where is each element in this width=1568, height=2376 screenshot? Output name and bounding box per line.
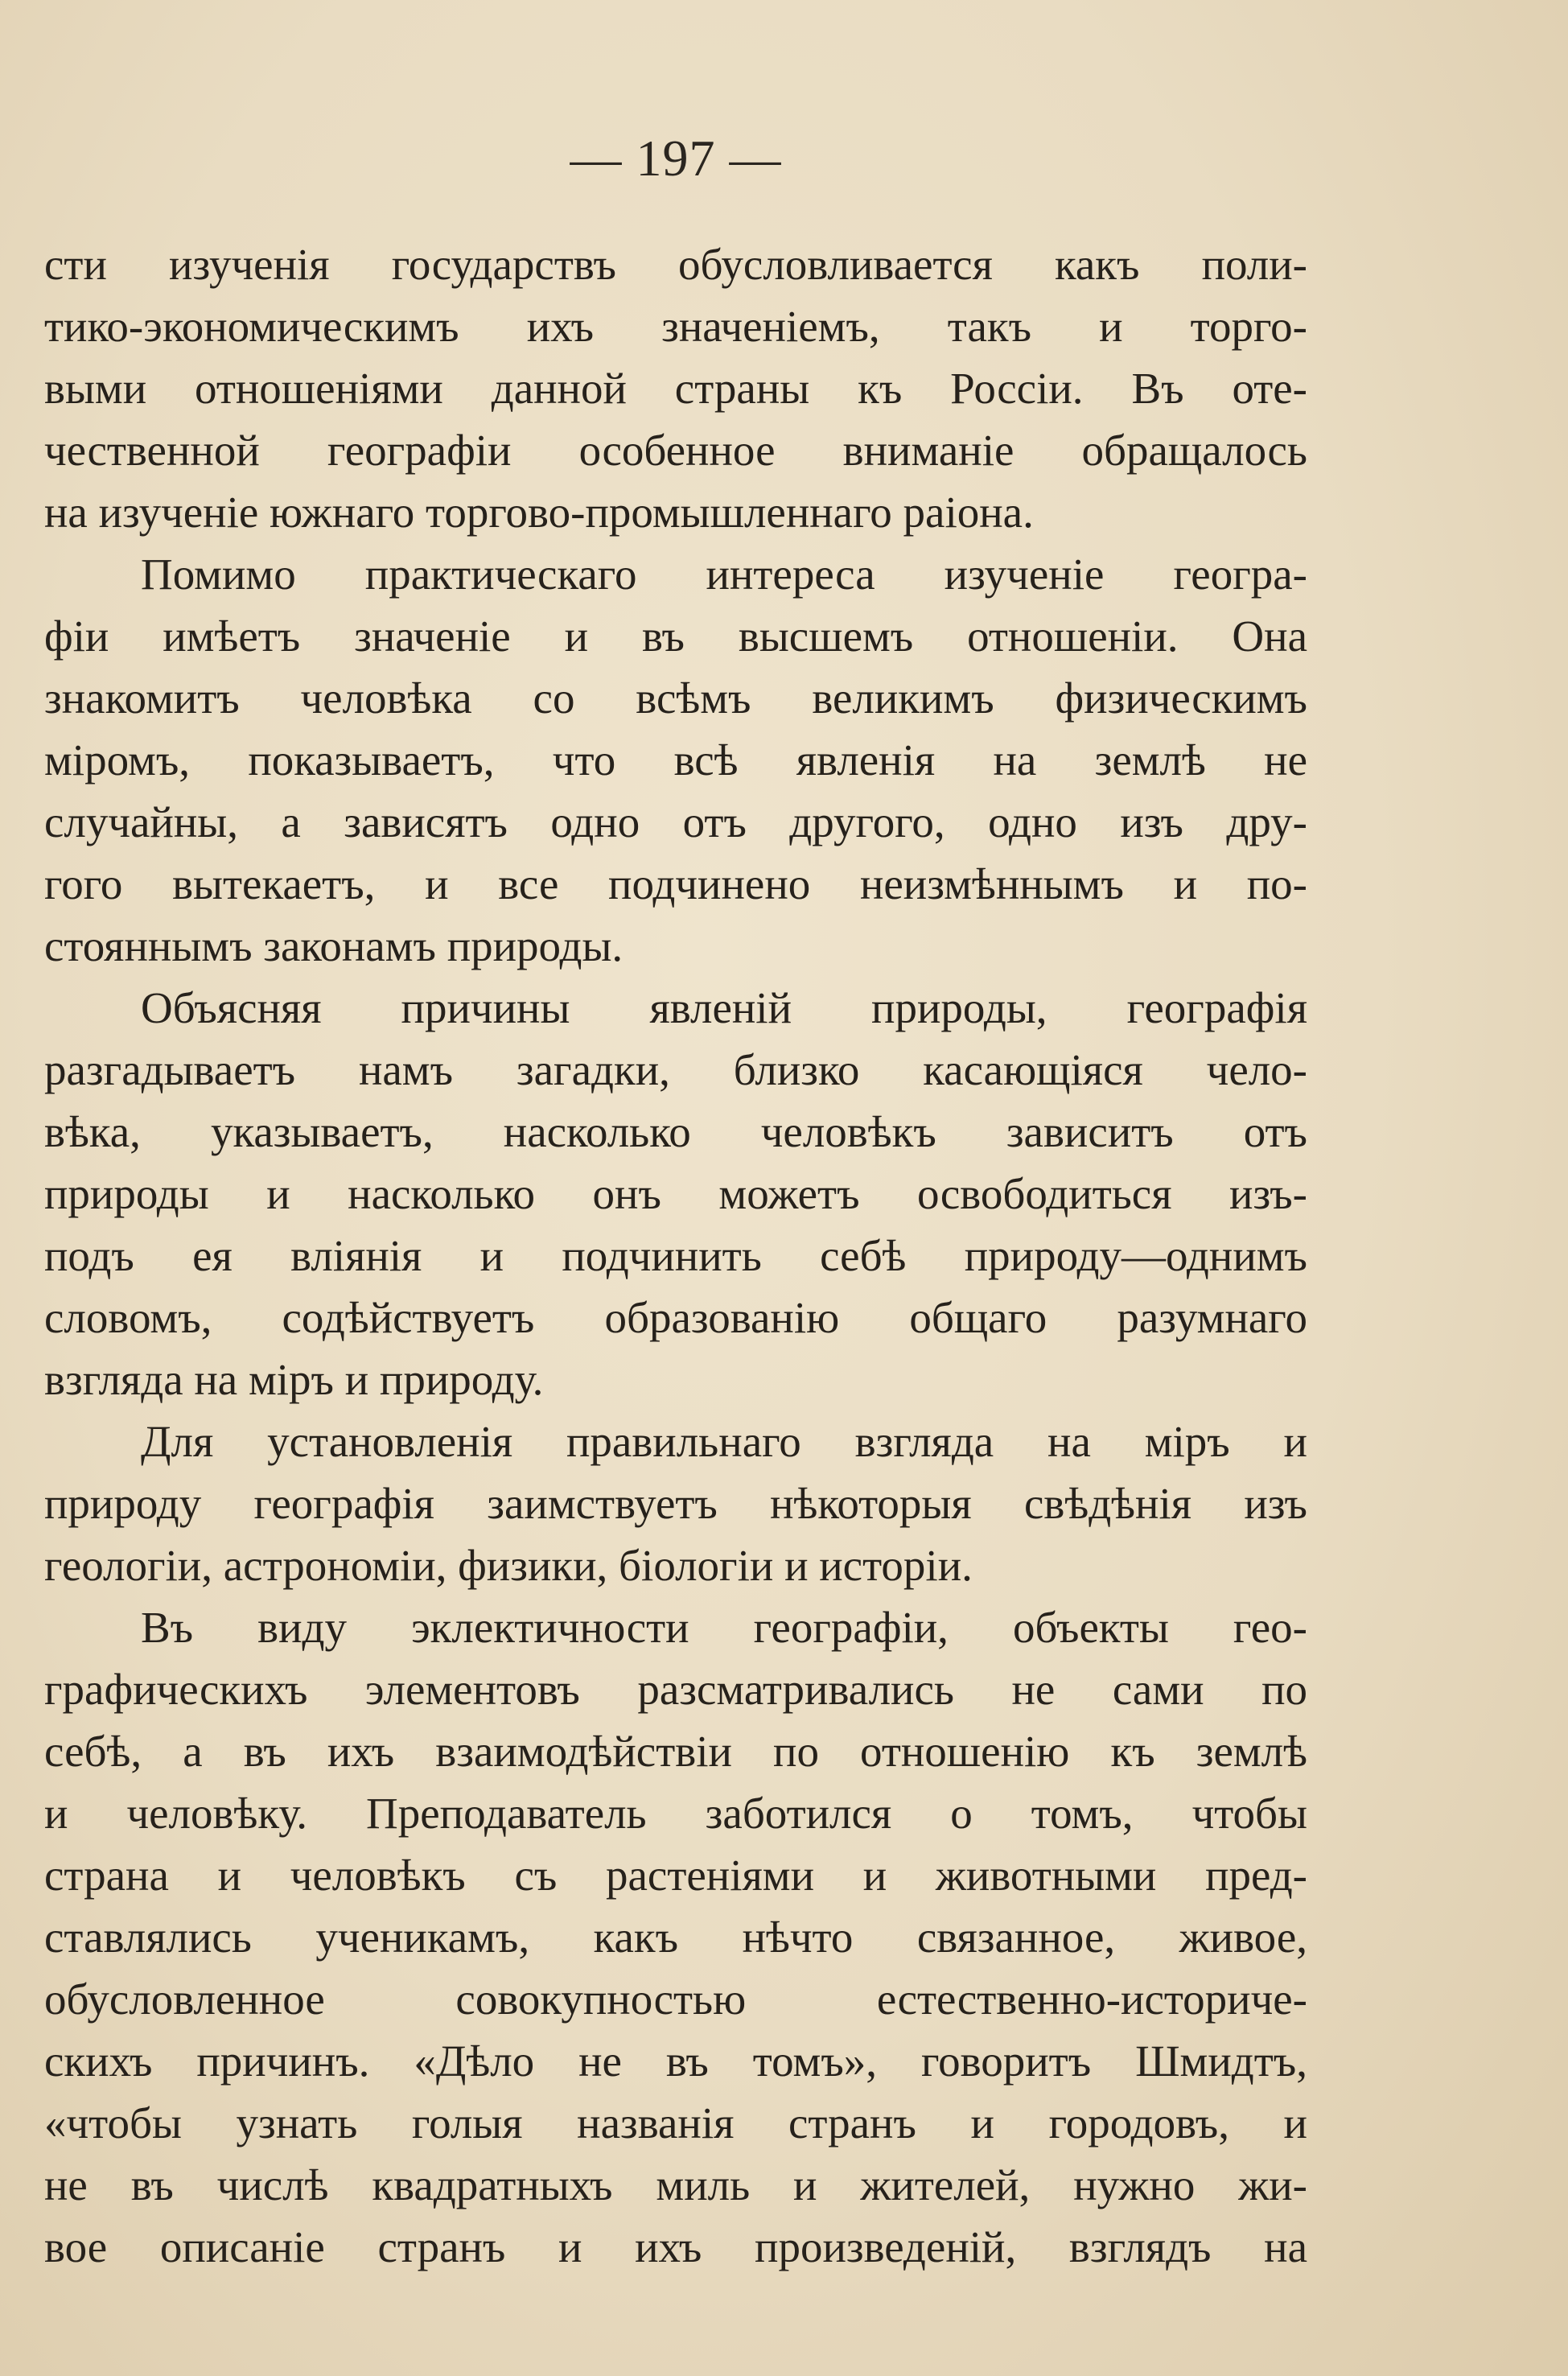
- text-line: стояннымъ законамъ природы.: [44, 921, 623, 970]
- text-line: случайны, а зависятъ одно отъ другого, одно изъ дру-: [44, 797, 1307, 846]
- paragraph-5: [44, 1596, 1307, 2278]
- text-line: ставлялись ученикамъ, какъ нѣчто связанное, живое,: [44, 1913, 1307, 1962]
- text-line: себѣ, а въ ихъ взаимодѣйствіи по отношенію къ землѣ: [44, 1727, 1307, 1776]
- text-line: разгадываетъ намъ загадки, близко касающіяся чело-: [44, 1045, 1307, 1094]
- text-line: выми отношеніями данной страны къ Россіи. Въ оте-: [44, 364, 1307, 413]
- text-line: страна и человѣкъ съ растеніями и животными пред-: [44, 1851, 1307, 1900]
- text-line: и человѣку. Преподаватель заботился о томъ, чтобы: [44, 1789, 1307, 1838]
- text-line: фіи имѣетъ значеніе и въ высшемъ отношеніи. Она: [44, 612, 1307, 661]
- text-line: гого вытекаетъ, и все подчинено неизмѣннымъ и по-: [44, 859, 1307, 908]
- text-line: вѣка, указываетъ, насколько человѣкъ зависитъ отъ: [44, 1107, 1307, 1156]
- text-line: сти изученія государствъ обусловливается какъ поли-: [44, 240, 1307, 289]
- text-line: природу географія заимствуетъ нѣкоторыя свѣдѣнія изъ: [44, 1479, 1307, 1528]
- text-line: не въ числѣ квадратныхъ миль и жителей, нужно жи-: [44, 2160, 1307, 2209]
- text-line: Въ виду эклектичности географіи, объекты гео-: [141, 1603, 1307, 1652]
- text-line: взгляда на міръ и природу.: [44, 1355, 544, 1404]
- text-line: природы и насколько онъ можетъ освободиться изъ-: [44, 1169, 1307, 1218]
- text-line: Объясняя причины явленій природы, географія: [141, 983, 1307, 1032]
- text-line: скихъ причинъ. «Дѣло не въ томъ», говоритъ Шмидтъ,: [44, 2036, 1307, 2086]
- text-line: чественной географіи особенное вниманіе обращалось: [44, 426, 1307, 475]
- text-line: графическихъ элементовъ разсматривались не сами по: [44, 1665, 1307, 1714]
- text-line: геологіи, астрономіи, физики, біологіи и исторіи.: [44, 1541, 973, 1590]
- text-line: тико-экономическимъ ихъ значеніемъ, такъ и торго-: [44, 302, 1307, 351]
- text-line: подъ ея вліянія и подчинить себѣ природу—однимъ: [44, 1231, 1307, 1280]
- text-line: на изученіе южнаго торгово-промышленнаго раіона.: [44, 488, 1034, 537]
- text-line: «чтобы узнать голыя названія странъ и городовъ, и: [44, 2098, 1307, 2147]
- text-line: міромъ, показываетъ, что всѣ явленія на землѣ не: [44, 735, 1307, 784]
- paragraph-2: [44, 543, 1307, 977]
- paragraph-1: [44, 233, 1307, 543]
- paragraph-3: [44, 977, 1307, 1410]
- body-text: [44, 233, 1307, 2278]
- text-line: Для установленія правильнаго взгляда на міръ и: [141, 1417, 1307, 1466]
- text-line: обусловленное совокупностью естественно-историче-: [44, 1975, 1307, 2024]
- text-line: Помимо практическаго интереса изученіе геогра-: [141, 550, 1307, 599]
- page-number: — 197 —: [570, 130, 782, 187]
- text-line: знакомитъ человѣка со всѣмъ великимъ физическимъ: [44, 673, 1307, 723]
- text-line: словомъ, содѣйствуетъ образованію общаго разумнаго: [44, 1293, 1307, 1342]
- text-line: вое описаніе странъ и ихъ произведеній, взглядъ на: [44, 2222, 1307, 2271]
- paragraph-4: [44, 1410, 1307, 1596]
